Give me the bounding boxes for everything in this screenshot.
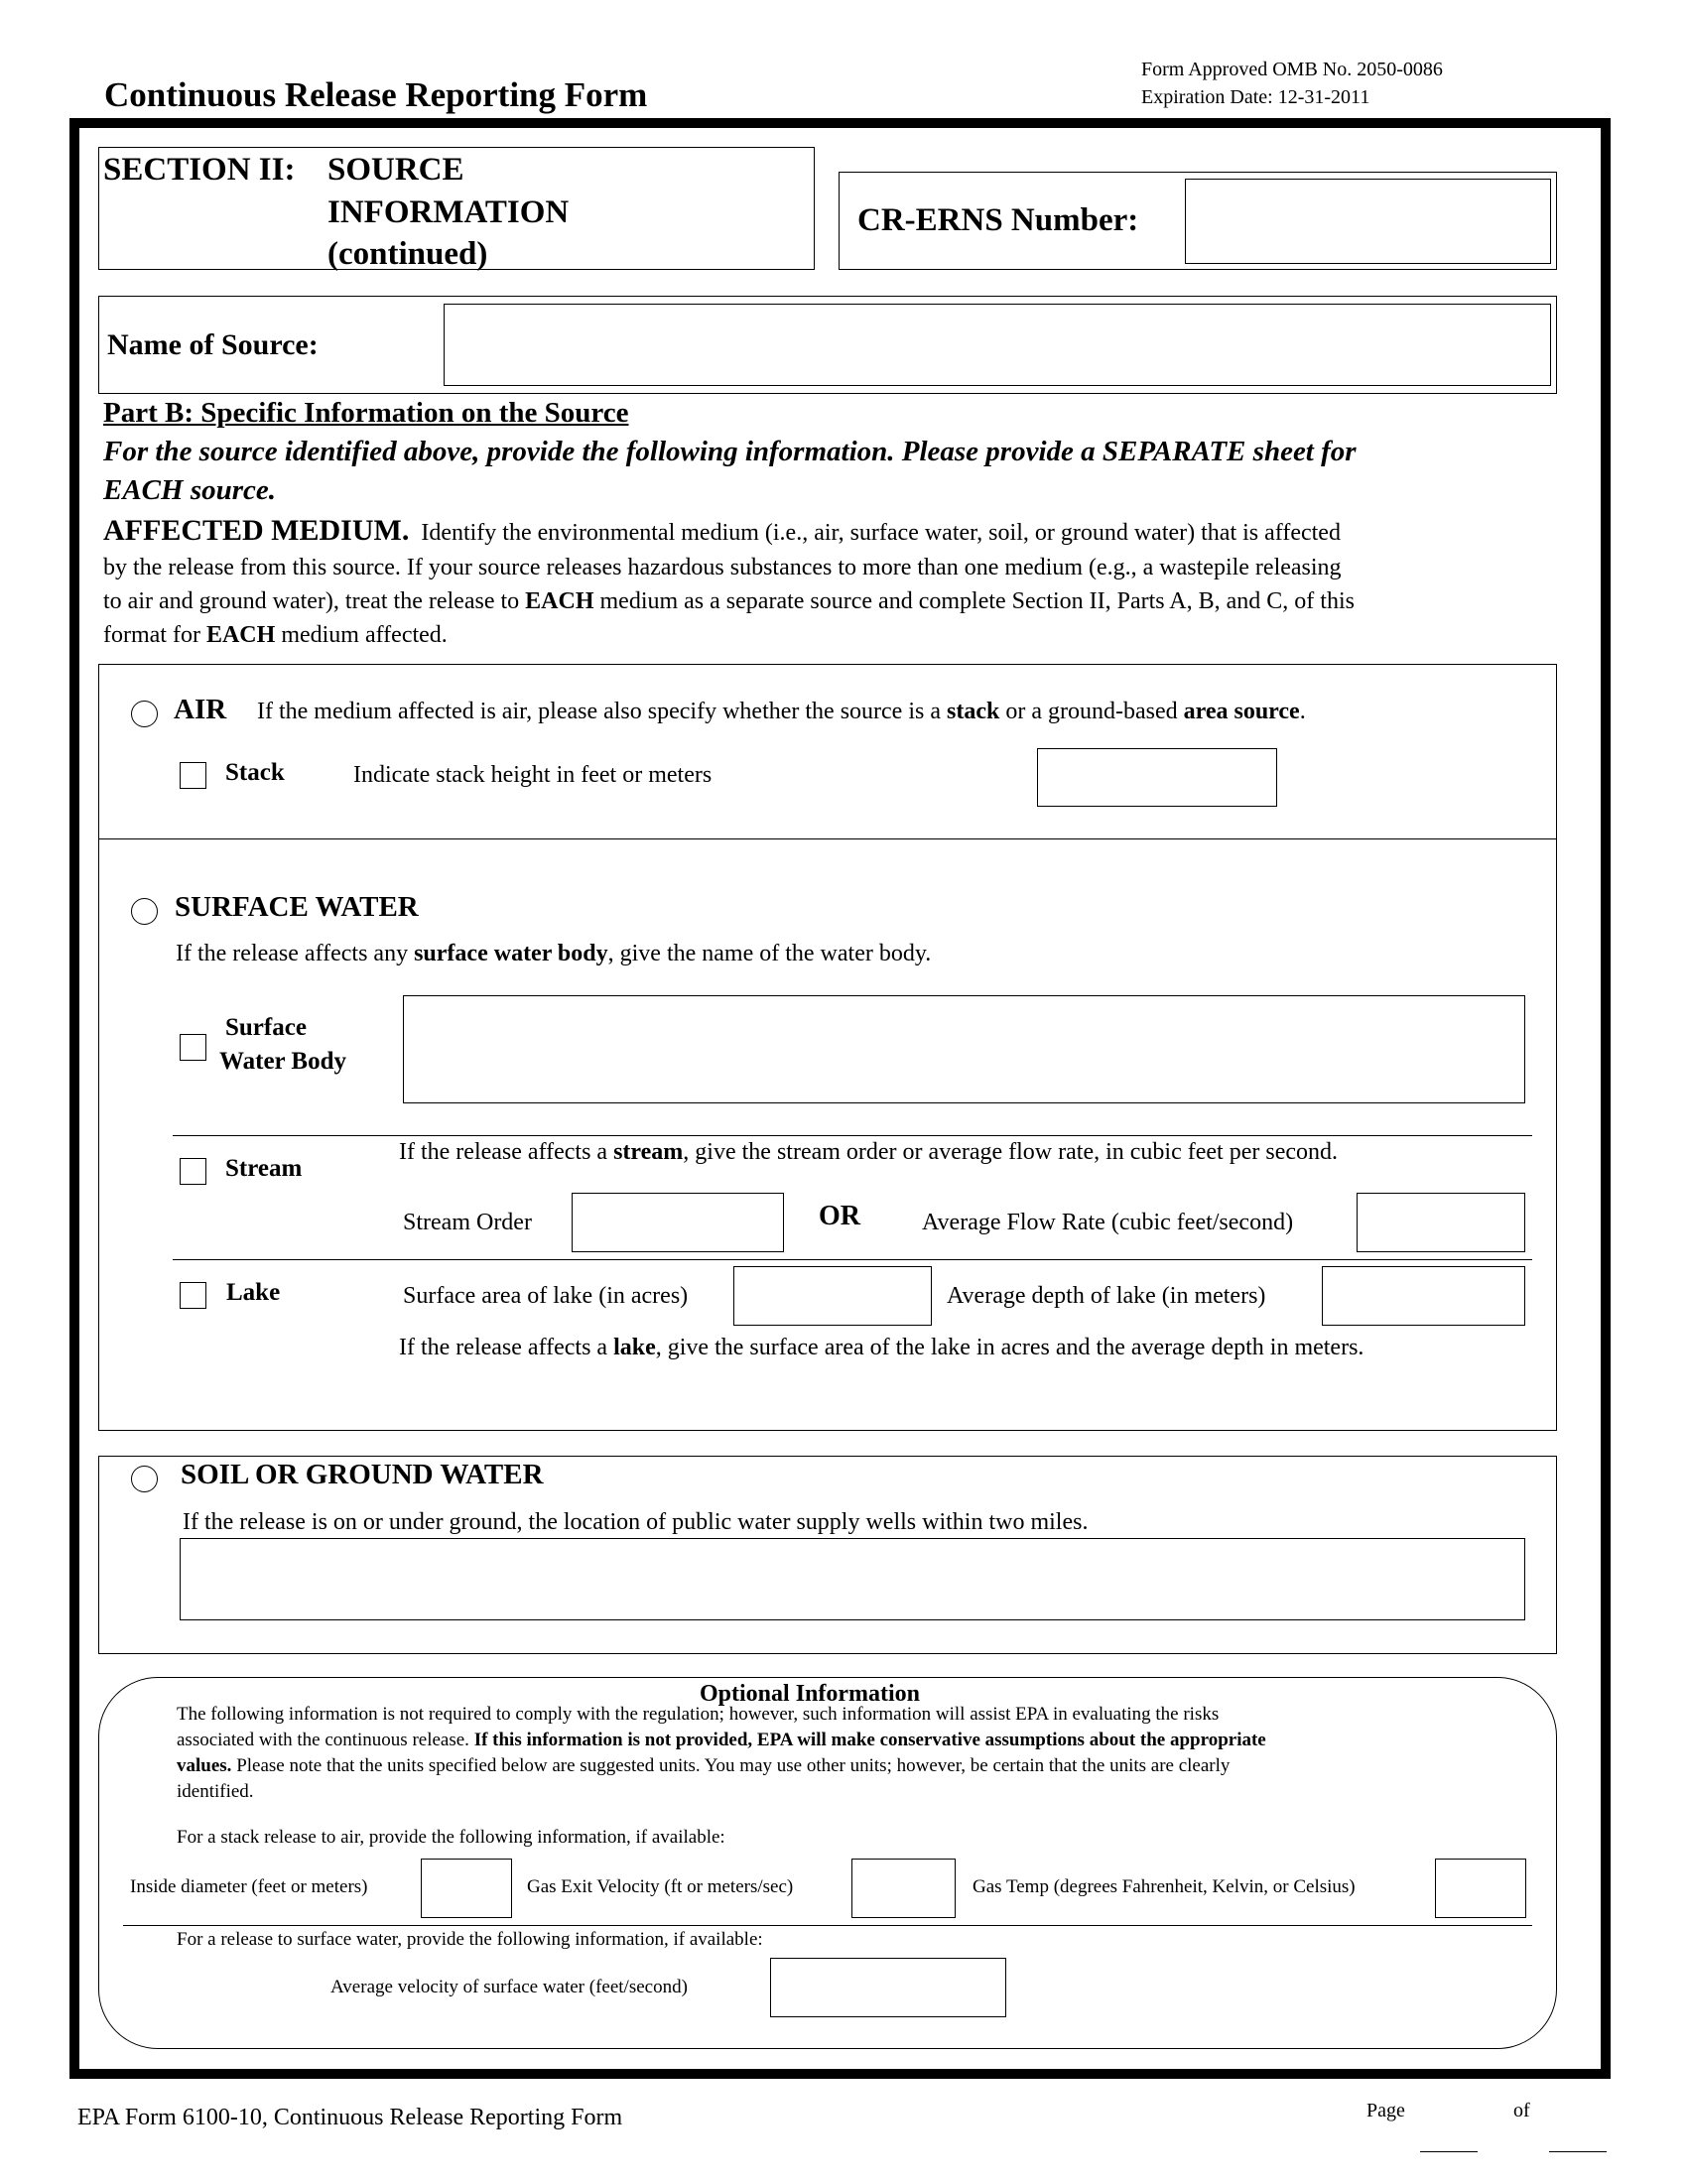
section-title-line2: INFORMATION	[327, 194, 570, 230]
surface-water-body-field[interactable]	[403, 995, 1525, 1103]
lake-desc-c: , give the surface area of the lake in acres and the average depth in meters.	[655, 1335, 1364, 1360]
air-divider	[98, 838, 1557, 839]
optional-p1: The following information is not required to comply with the regulation; however, such information will assist EPA in evaluating the risks	[177, 1704, 1220, 1725]
surface-water-label: SURFACE WATER	[175, 891, 419, 923]
air-description	[257, 700, 1306, 723]
stream-order-label: Stream Order	[403, 1210, 532, 1235]
inside-diameter-field[interactable]	[421, 1859, 512, 1918]
surface-water-radio[interactable]	[131, 898, 158, 925]
flow-rate-label: Average Flow Rate (cubic feet/second)	[922, 1210, 1294, 1235]
part-b-heading: Part B: Specific Information on the Source	[103, 397, 629, 429]
affected-l4b: EACH	[205, 622, 276, 648]
affected-l3a: to air and ground water), treat the release to	[103, 588, 526, 614]
or-label: OR	[819, 1201, 860, 1231]
of-label: of	[1513, 2100, 1530, 2121]
expiration-date: Expiration Date: 12-31-2011	[1141, 86, 1370, 108]
air-desc-e: .	[1299, 699, 1306, 724]
cr-erns-label: CR-ERNS Number:	[857, 202, 1139, 238]
total-pages-field[interactable]	[1549, 2133, 1607, 2152]
soil-radio[interactable]	[131, 1466, 158, 1492]
omb-number: Form Approved OMB No. 2050-0086	[1141, 59, 1443, 80]
lake-divider	[173, 1259, 1532, 1260]
avg-velocity-label: Average velocity of surface water (feet/second)	[330, 1977, 688, 1997]
stream-desc-b: stream	[613, 1139, 684, 1165]
stack-label: Stack	[225, 759, 285, 786]
soil-description: If the release is on or under ground, the location of public water supply wells within two miles.	[183, 1509, 1089, 1535]
stack-height-field[interactable]	[1037, 748, 1277, 807]
lake-desc-a: If the release affects a	[399, 1335, 614, 1360]
flow-rate-field[interactable]	[1357, 1193, 1525, 1252]
surface-water-body-label-1: Surface	[225, 1014, 307, 1041]
cr-erns-number-field[interactable]	[1185, 179, 1551, 264]
lake-desc-b: lake	[613, 1335, 656, 1360]
surface-water-body-label-2: Water Body	[219, 1048, 347, 1075]
affected-medium-line1	[103, 516, 1341, 546]
optional-p2b: If this information is not provided, EPA will make conservative assumptions about the appropriate	[473, 1730, 1266, 1750]
air-label: AIR	[174, 694, 227, 725]
part-b-instruction-2: EACH source.	[103, 474, 277, 506]
stack-description: Indicate stack height in feet or meters	[353, 762, 713, 788]
lake-depth-field[interactable]	[1322, 1266, 1525, 1326]
optional-p3a: values.	[177, 1755, 232, 1776]
air-desc-d: area source	[1183, 699, 1300, 724]
lake-label: Lake	[226, 1279, 281, 1306]
page-label: Page	[1366, 2100, 1405, 2121]
optional-divider	[123, 1925, 1532, 1926]
surface-water-release-intro: For a release to surface water, provide the following information, if available:	[177, 1929, 763, 1950]
section-title-line3: (continued)	[327, 236, 488, 272]
gas-exit-velocity-label: Gas Exit Velocity (ft or meters/sec)	[527, 1876, 794, 1897]
inside-diameter-label: Inside diameter (feet or meters)	[130, 1876, 368, 1897]
lake-description	[399, 1336, 1363, 1359]
affected-l4a: format for	[103, 622, 206, 648]
air-desc-c: or a ground-based	[999, 699, 1184, 724]
surface-water-body-checkbox[interactable]	[180, 1034, 206, 1061]
stack-release-intro: For a stack release to air, provide the following information, if available:	[177, 1827, 725, 1848]
optional-info-title: Optional Information	[700, 1681, 921, 1707]
gas-temp-field[interactable]	[1435, 1859, 1526, 1918]
gas-temp-label: Gas Temp (degrees Fahrenheit, Kelvin, or Celsius)	[973, 1876, 1356, 1897]
lake-area-field[interactable]	[733, 1266, 932, 1326]
name-of-source-field[interactable]	[444, 304, 1551, 386]
footer-form-name: EPA Form 6100-10, Continuous Release Reporting Form	[77, 2105, 623, 2130]
stream-order-field[interactable]	[572, 1193, 784, 1252]
section-number: SECTION II:	[103, 152, 296, 188]
optional-p3b: Please note that the units specified below are suggested units. You may use other units; however, be certain that the units are clearly	[231, 1755, 1231, 1776]
affected-l4c: medium affected.	[275, 622, 448, 648]
lake-area-label: Surface area of lake (in acres)	[403, 1283, 689, 1309]
gas-exit-velocity-field[interactable]	[851, 1859, 956, 1918]
stream-checkbox[interactable]	[180, 1158, 206, 1185]
air-radio[interactable]	[131, 701, 158, 727]
name-of-source-box	[98, 296, 1557, 394]
stream-description	[399, 1140, 1338, 1164]
stream-desc-a: If the release affects a	[399, 1139, 614, 1165]
affected-medium-line4	[103, 623, 448, 647]
stream-divider	[173, 1135, 1532, 1136]
lake-checkbox[interactable]	[180, 1282, 206, 1309]
part-b-instruction-1: For the source identified above, provide the following information. Please provide a SEPARATE sheet for	[103, 436, 1357, 467]
affected-l3b: EACH	[525, 588, 594, 614]
surface-water-description	[176, 942, 931, 965]
avg-velocity-field[interactable]	[770, 1958, 1006, 2017]
stream-label: Stream	[225, 1155, 303, 1182]
affected-medium-text-1: Identify the environmental medium (i.e., air, surface water, soil, or ground water) that is affected	[421, 520, 1341, 546]
stream-desc-c: , give the stream order or average flow rate, in cubic feet per second.	[683, 1139, 1338, 1165]
name-of-source-label: Name of Source:	[107, 328, 319, 361]
affected-medium-line3	[103, 589, 1355, 613]
air-desc-b: stack	[947, 699, 1000, 724]
sw-desc-a: If the release affects any	[176, 941, 415, 966]
sw-desc-b: surface water body	[414, 941, 608, 966]
page-number-field[interactable]	[1420, 2133, 1478, 2152]
air-desc-a: If the medium affected is air, please also specify whether the source is a	[257, 699, 947, 724]
sw-desc-c: , give the name of the water body.	[607, 941, 932, 966]
form-title: Continuous Release Reporting Form	[104, 75, 648, 114]
cr-erns-box	[839, 172, 1557, 270]
section-label-box	[98, 147, 815, 270]
section-title-line1: SOURCE	[327, 152, 464, 188]
optional-p4: identified.	[177, 1781, 254, 1802]
lake-depth-label: Average depth of lake (in meters)	[947, 1283, 1266, 1309]
stack-checkbox[interactable]	[180, 762, 206, 789]
optional-p2	[177, 1731, 1266, 1749]
optional-p3	[177, 1756, 1230, 1775]
affected-l3c: medium as a separate source and complete Section II, Parts A, B, and C, of this	[593, 588, 1355, 614]
affected-medium-heading: AFFECTED MEDIUM.	[103, 514, 410, 547]
soil-wells-field[interactable]	[180, 1538, 1525, 1620]
affected-medium-line2: by the release from this source. If your source releases hazardous substances to more than one medium (e.g., a wastepile releasing	[103, 555, 1342, 580]
soil-label: SOIL OR GROUND WATER	[181, 1459, 544, 1490]
optional-p2a: associated with the continuous release.	[177, 1730, 474, 1750]
